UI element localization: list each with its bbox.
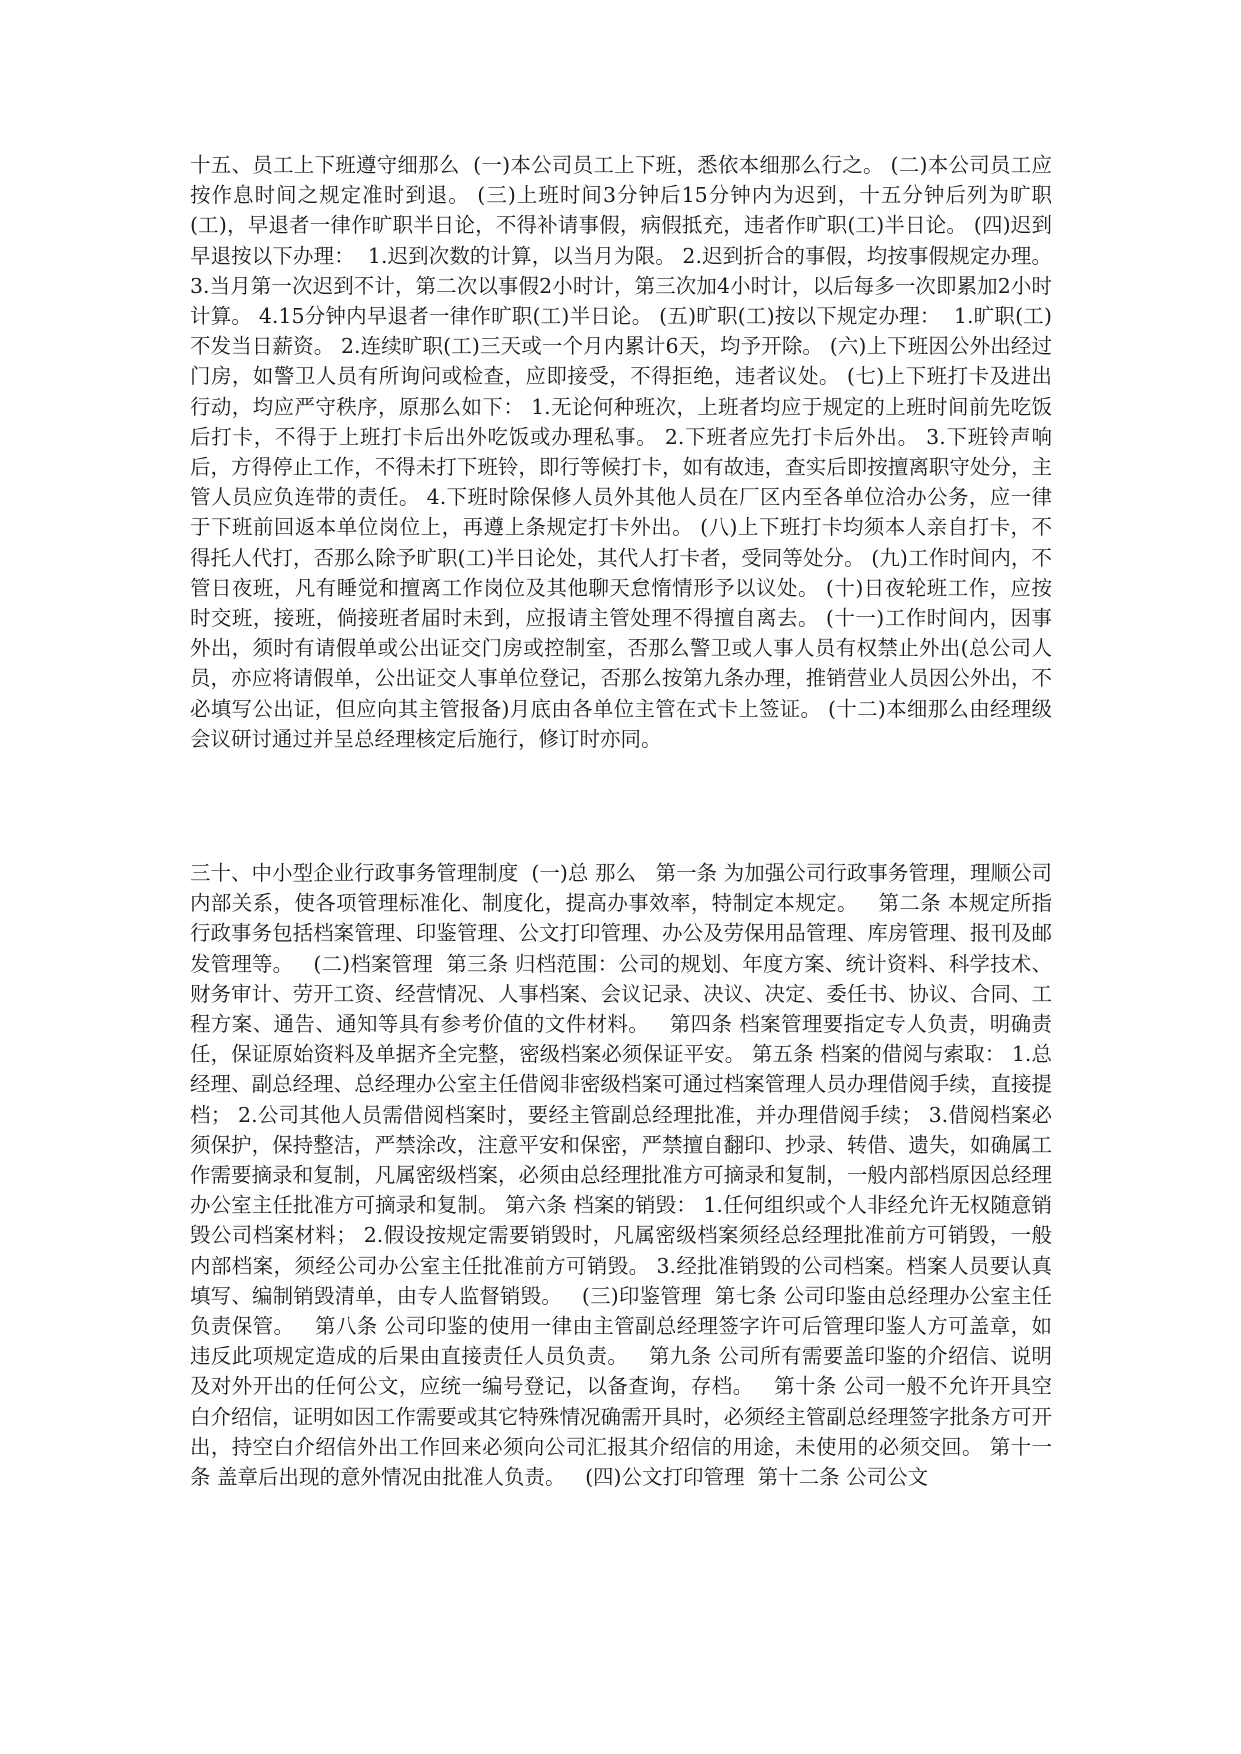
- paragraph-employee-attendance-rules: 十五、员工上下班遵守细那么 (一)本公司员工上下班，悉依本细那么行之。 (二)本公司员工应按作息时间之规定准时到退。 (三)上班时间3分钟后15分钟内为迟到，十五分钟后列为旷职(工)，早退者一律作旷职半日论，不得补请事假，病假抵充，违者作旷职(工)半日论。 (四)迟到早退按以下办理： 1.迟到次数的计算，以当月为限。 2.迟到折合的事假，均按事假规定办理。 3.当月第一次迟到不计，第二次以事假2小时计，第三次加4小时计，以后每多一次即累加2小时计算。 4.15分钟内早退者一律作旷职(工)半日论。 (五)旷职(工)按以下规定办理： 1.旷职(工)不发当日薪资。 2.连续旷职(工)三天或一个月内累计6天，均予开除。 (六)上下班因公外出经过门房，如警卫人员有所询问或检查，应即接受，不得拒绝，违者议处。 (七)上下班打卡及进出行动，均应严守秩序，原那么如下： 1.无论何种班次，上班者均应于规定的上班时间前先吃饭后打卡，不得于上班打卡后出外吃饭或办理私事。 2.下班者应先打卡后外出。 3.下班铃声响后，方得停止工作，不得未打下班铃，即行等候打卡，如有故违，查实后即按擅离职守处分，主管人员应负连带的责任。 4.下班时除保修人员外其他人员在厂区内至各单位洽办公务，应一律于下班前回返本单位岗位上，再遵上条规定打卡外出。 (八)上下班打卡均须本人亲自打卡，不得托人代打，否那么除予旷职(工)半日论处，其代人打卡者，受同等处分。 (九)工作时间内，不管日夜班，凡有睡觉和擅离工作岗位及其他聊天怠惰情形予以议处。 (十)日夜轮班工作，应按时交班，接班，倘接班者届时未到，应报请主管处理不得擅自离去。 (十一)工作时间内，因事外出，须时有请假单或公出证交门房或控制室，否那么警卫或人事人员有权禁止外出(总公司人员，亦应将请假单，公出证交人事单位登记，否那么按第九条办理，推销营业人员因公外出，不必填写公出证，但应向其主管报备)月底由各单位主管在式卡上签证。 (十二)本细那么由经理级会议研讨通过并呈总经理核定后施行，修订时亦同。: [190, 153, 1059, 751]
- paragraph-administrative-management-system: 三十、中小型企业行政事务管理制度 (一)总 那么 第一条 为加强公司行政事务管理，理顺公司内部关系，使各项管理标准化、制度化，提高办事效率，特制定本规定。 第二条 本规定所指行政事务包括档案管理、印鉴管理、公文打印管理、办公及劳保用品管理、库房管理、报刊及邮发管理等。 (二)档案管理 第三条 归档范围：公司的规划、年度方案、统计资料、科学技术、财务审计、劳开工资、经营情况、人事档案、会议记录、决议、决定、委任书、协议、合同、工程方案、通告、通知等具有参考价值的文件材料。 第四条 档案管理要指定专人负责，明确责任，保证原始资料及单据齐全完整，密级档案必须保证平安。 第五条 档案的借阅与索取： 1.总经理、副总经理、总经理办公室主任借阅非密级档案可通过档案管理人员办理借阅手续，直接提档； 2.公司其他人员需借阅档案时，要经主管副总经理批准，并办理借阅手续； 3.借阅档案必须保护，保持整洁，严禁涂改，注意平安和保密，严禁擅自翻印、抄录、转借、遗失，如确属工作需要摘录和复制，凡属密级档案，必须由总经理批准方可摘录和复制，一般内部档原因总经理办公室主任批准方可摘录和复制。 第六条 档案的销毁： 1.任何组织或个人非经允许无权随意销毁公司档案材料； 2.假设按规定需要销毁时，凡属密级档案须经总经理批准前方可销毁，一般内部档案，须经公司办公室主任批准前方可销毁。 3.经批准销毁的公司档案。档案人员要认真填写、编制销毁清单，由专人监督销毁。 (三)印鉴管理 第七条 公司印鉴由总经理办公室主任负责保管。 第八条 公司印鉴的使用一律由主管副总经理签字许可后管理印鉴人方可盖章，如违反此项规定造成的后果由直接责任人员负责。 第九条 公司所有需要盖印鉴的介绍信、说明及对外开出的任何公文，应统一编号登记，以备查询，存档。 第十条 公司一般不允许开具空白介绍信，证明如因工作需要或其它特殊情况确需开具时，必须经主管副总经理签字批条方可开出，持空白介绍信外出工作回来必须向公司汇报其介绍信的用途，未使用的必须交回。 第十一条 盖章后出现的意外情况由批准人负责。 (四)公文打印管理 第十二条 公司公文: [190, 861, 1052, 1490]
